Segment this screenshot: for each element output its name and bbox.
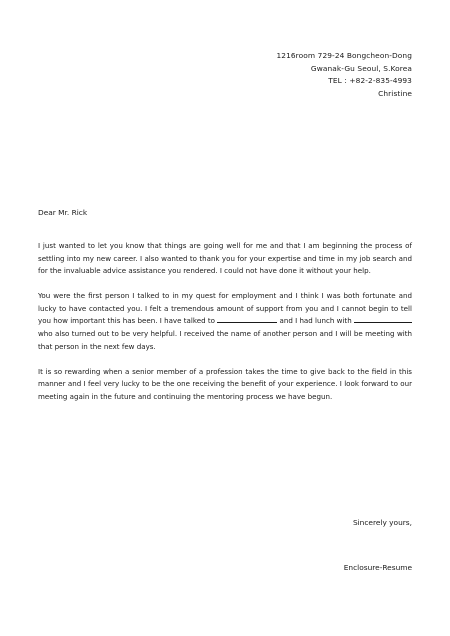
paragraph-2-part-1: You were the first person I talked to in my quest for employment and I think I was both fortunate and lucky to have contacted you. I felt a tremendous amount of support from you and I cannot begin to tell you how important this has been. I have talked to [38, 291, 412, 326]
enclosure-note: Enclosure-Resume [343, 563, 412, 572]
letter-body [38, 240, 412, 416]
sender-name: Christine [378, 88, 412, 98]
salutation: Dear Mr. Rick [38, 208, 88, 217]
fill-in-blank-2 [354, 315, 412, 323]
sender-address-block [276, 50, 412, 100]
paragraph-2-part-3: who also turned out to be very helpful. I received the name of another person and I will be meeting with that person in the next few days. [38, 328, 412, 351]
paragraph-1: I just wanted to let you know that things are going well for me and that I am beginning the process of settling into my new career. I also wanted to thank you for your expertise and time in my job search and for the invaluable advice assistance you rendered. I could not have done it without your help. [38, 241, 412, 276]
sender-phone: TEL : +82-2-835-4993 [328, 76, 412, 86]
sender-address-line-1: 1216room 729-24 Bongcheon-Dong [276, 51, 412, 60]
closing: Sincerely yours, [352, 518, 412, 527]
sender-address-line-2: Gwanak-Gu Seoul, S.Korea [310, 63, 412, 73]
paragraph-3: It is so rewarding when a senior member of a profession takes the time to give back to the field in this manner and I feel very lucky to be the one receiving the benefit of your experience. I look forward to our meeting again in the future and continuing the mentoring process we have begun. [38, 366, 412, 401]
paragraph-2 [38, 290, 412, 353]
fill-in-blank-1 [217, 315, 277, 323]
paragraph-2-part-2: and I had lunch with [279, 316, 352, 326]
